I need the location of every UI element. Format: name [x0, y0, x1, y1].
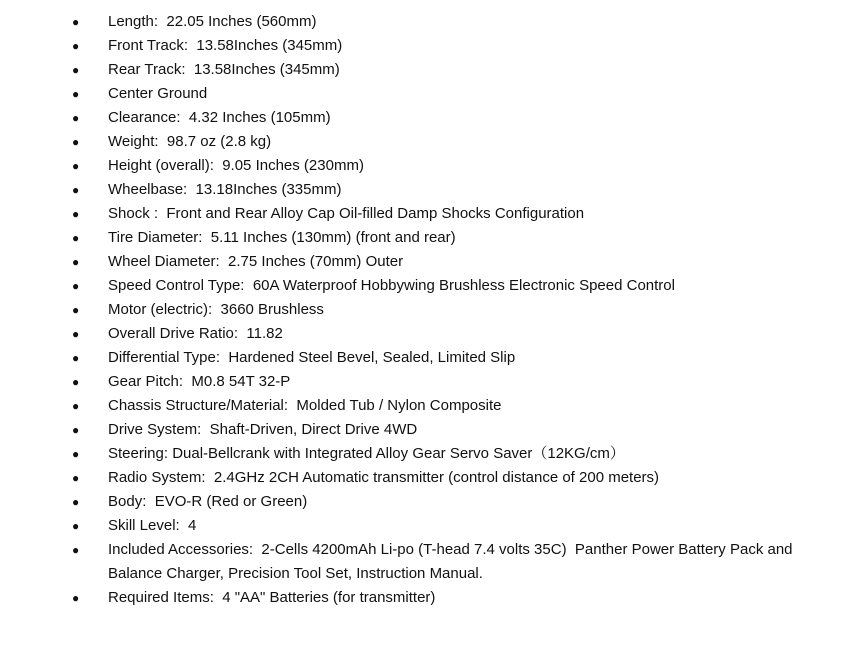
bullet-icon: ● — [72, 447, 80, 461]
bullet-icon: ● — [72, 495, 80, 509]
bullet-icon: ● — [72, 87, 80, 101]
spec-item-height — [0, 154, 862, 178]
spec-item-differential — [0, 346, 862, 370]
spec-item-skill-level — [0, 514, 862, 538]
spec-text: Height (overall): 9.05 Inches (230mm) — [108, 157, 364, 174]
bullet-icon: ● — [72, 279, 80, 293]
spec-item-included-accessories — [0, 538, 862, 586]
bullet-icon: ● — [72, 183, 80, 197]
spec-text: Drive System: Shaft-Driven, Direct Drive 4WD — [108, 421, 418, 438]
spec-text: Rear Track: 13.58Inches (345mm) — [108, 61, 340, 78]
spec-text: Steering: Dual-Bellcrank with Integrated Alloy Gear Servo Saver（12KG/cm） — [108, 445, 625, 462]
spec-text: Included Accessories: 2-Cells 4200mAh Li-po (T-head 7.4 volts 35C) Panther Power Battery Pack and Balance Charger, Precision Tool Set, Instruction Manual. — [108, 541, 797, 582]
bullet-icon: ● — [72, 159, 80, 173]
spec-list — [0, 10, 862, 610]
spec-text: Wheelbase: 13.18Inches (335mm) — [108, 181, 342, 198]
spec-text: Length: 22.05 Inches (560mm) — [108, 13, 317, 30]
bullet-icon: ● — [72, 135, 80, 149]
spec-text: Differential Type: Hardened Steel Bevel, Sealed, Limited Slip — [108, 349, 516, 366]
bullet-icon: ● — [72, 303, 80, 317]
spec-text: Gear Pitch: M0.8 54T 32-P — [108, 373, 291, 390]
spec-item-steering — [0, 442, 862, 466]
spec-text: Skill Level: 4 — [108, 517, 197, 534]
bullet-icon: ● — [72, 255, 80, 269]
spec-item-drive-system — [0, 418, 862, 442]
bullet-icon: ● — [72, 327, 80, 341]
bullet-icon: ● — [72, 471, 80, 485]
bullet-icon: ● — [72, 423, 80, 437]
spec-item-clearance — [0, 106, 862, 130]
spec-item-speed-control — [0, 274, 862, 298]
spec-item-gear-pitch — [0, 370, 862, 394]
bullet-icon: ● — [72, 207, 80, 221]
bullet-icon: ● — [72, 591, 80, 605]
spec-text: Weight: 98.7 oz (2.8 kg) — [108, 133, 272, 150]
bullet-icon: ● — [72, 375, 80, 389]
bullet-icon: ● — [72, 63, 80, 77]
spec-item-radio-system — [0, 466, 862, 490]
spec-item-chassis — [0, 394, 862, 418]
spec-text: Tire Diameter: 5.11 Inches (130mm) (front and rear) — [108, 229, 456, 246]
spec-text: Required Items: 4 "AA" Batteries (for transmitter) — [108, 589, 436, 606]
spec-text: Speed Control Type: 60A Waterproof Hobbywing Brushless Electronic Speed Control — [108, 277, 675, 294]
spec-item-motor — [0, 298, 862, 322]
spec-text: Center Ground — [108, 85, 208, 102]
spec-text: Overall Drive Ratio: 11.82 — [108, 325, 283, 342]
spec-item-weight — [0, 130, 862, 154]
bullet-icon: ● — [72, 39, 80, 53]
spec-item-rear-track — [0, 58, 862, 82]
spec-item-center-ground — [0, 82, 862, 106]
spec-item-length — [0, 10, 862, 34]
spec-text: Wheel Diameter: 2.75 Inches (70mm) Outer — [108, 253, 404, 270]
spec-item-wheelbase — [0, 178, 862, 202]
bullet-icon: ● — [72, 111, 80, 125]
spec-text: Radio System: 2.4GHz 2CH Automatic transmitter (control distance of 200 meters) — [108, 469, 660, 486]
spec-item-required-items — [0, 586, 862, 610]
spec-item-drive-ratio — [0, 322, 862, 346]
bullet-icon: ● — [72, 15, 80, 29]
bullet-icon: ● — [72, 231, 80, 245]
bullet-icon: ● — [72, 519, 80, 533]
spec-text: Motor (electric): 3660 Brushless — [108, 301, 324, 318]
spec-item-tire-diameter — [0, 226, 862, 250]
bullet-icon: ● — [72, 351, 80, 365]
spec-item-wheel-diameter — [0, 250, 862, 274]
spec-text: Chassis Structure/Material: Molded Tub / Nylon Composite — [108, 397, 502, 414]
spec-text: Clearance: 4.32 Inches (105mm) — [108, 109, 331, 126]
spec-item-body — [0, 490, 862, 514]
spec-text: Shock : Front and Rear Alloy Cap Oil-filled Damp Shocks Configuration — [108, 205, 585, 222]
bullet-icon: ● — [72, 543, 80, 557]
spec-item-front-track — [0, 34, 862, 58]
bullet-icon: ● — [72, 399, 80, 413]
spec-text: Front Track: 13.58Inches (345mm) — [108, 37, 343, 54]
spec-item-shock — [0, 202, 862, 226]
spec-text: Body: EVO-R (Red or Green) — [108, 493, 308, 510]
